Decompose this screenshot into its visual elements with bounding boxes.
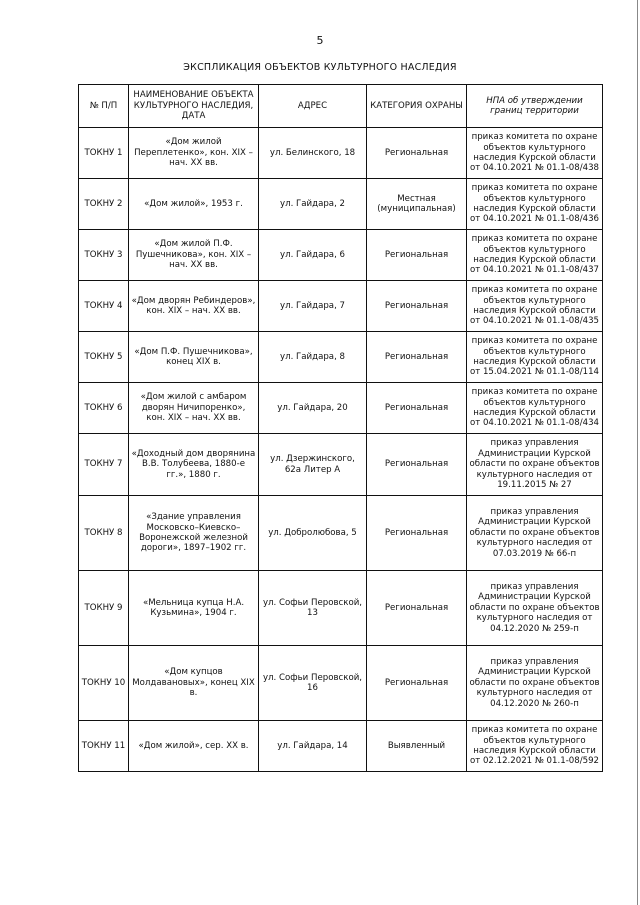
cell-name: «Дом дворян Ребиндеров», кон. XIX – нач. XX вв.: [129, 281, 259, 332]
header-category: КАТЕГОРИЯ ОХРАНЫ: [367, 85, 467, 128]
cell-npa: приказ комитета по охране объектов культурного наследия Курской области от 04.10.2021 № 01.1-08/435: [467, 281, 603, 332]
table-header-row: [79, 85, 603, 128]
cell-npa: приказ комитета по охране объектов культурного наследия Курской области от 02.12.2021 № 01.1-08/592: [467, 721, 603, 772]
cell-category: Региональная: [367, 281, 467, 332]
cell-name: «Дом жилой», сер. XX в.: [129, 721, 259, 772]
cell-address: ул. Гайдара, 7: [259, 281, 367, 332]
cell-name: «Мельница купца Н.А. Кузьмина», 1904 г.: [129, 571, 259, 646]
cell-name: «Дом жилой с амбаром дворян Ничипоренко», кон. XIX – нач. XX вв.: [129, 383, 259, 434]
cell-category: Региональная: [367, 383, 467, 434]
cell-name: «Дом П.Ф. Пушечникова», конец XIX в.: [129, 332, 259, 383]
table-row: [79, 383, 603, 434]
cell-num: ТОКНУ 5: [79, 332, 129, 383]
table-row: [79, 179, 603, 230]
cell-address: ул. Добролюбова, 5: [259, 496, 367, 571]
cell-name: «Дом жилой Переплетенко», кон. XIX – нач. XX вв.: [129, 128, 259, 179]
cell-num: ТОКНУ 7: [79, 434, 129, 496]
cell-address: ул. Гайдара, 2: [259, 179, 367, 230]
cell-num: ТОКНУ 8: [79, 496, 129, 571]
header-num: № П/П: [79, 85, 129, 128]
page-edge-line: [637, 0, 638, 905]
header-address: АДРЕС: [259, 85, 367, 128]
cell-name: «Доходный дом дворянина В.В. Толубеева, 1880-е гг.», 1880 г.: [129, 434, 259, 496]
cell-npa: приказ управления Администрации Курской области по охране объектов культурного наследия от 04.12.2020 № 260-п: [467, 646, 603, 721]
table-row: [79, 128, 603, 179]
cell-address: ул. Дзержинского, 62а Литер А: [259, 434, 367, 496]
cell-category: Региональная: [367, 571, 467, 646]
cell-name: «Дом купцов Молдавановых», конец XIX в.: [129, 646, 259, 721]
page-number: 5: [316, 34, 324, 47]
header-name: НАИМЕНОВАНИЕ ОБЪЕКТА КУЛЬТУРНОГО НАСЛЕДИЯ, ДАТА: [129, 85, 259, 128]
cell-npa: приказ комитета по охране объектов культурного наследия Курской области от 04.10.2021 № 01.1-08/434: [467, 383, 603, 434]
cell-address: ул. Гайдара, 20: [259, 383, 367, 434]
header-npa: НПА об утверждении границ территории: [467, 85, 603, 128]
cell-name: «Здание управления Московско–Киевско–Воронежской железной дороги», 1897–1902 гг.: [129, 496, 259, 571]
cell-address: ул. Гайдара, 6: [259, 230, 367, 281]
cell-npa: приказ комитета по охране объектов культурного наследия Курской области от 04.10.2021 № 01.1-08/438: [467, 128, 603, 179]
cell-category: Выявленный: [367, 721, 467, 772]
document-title: ЭКСПЛИКАЦИЯ ОБЪЕКТОВ КУЛЬТУРНОГО НАСЛЕДИЯ: [183, 62, 457, 73]
cell-num: ТОКНУ 11: [79, 721, 129, 772]
cell-category: Региональная: [367, 646, 467, 721]
cell-address: ул. Гайдара, 14: [259, 721, 367, 772]
table-row: [79, 646, 603, 721]
cell-name: «Дом жилой», 1953 г.: [129, 179, 259, 230]
cell-category: Местная (муниципальная): [367, 179, 467, 230]
cell-npa: приказ управления Администрации Курской области по охране объектов культурного наследия от 19.11.2015 № 27: [467, 434, 603, 496]
cell-category: Региональная: [367, 128, 467, 179]
cell-address: ул. Софьи Перовской, 16: [259, 646, 367, 721]
cell-num: ТОКНУ 2: [79, 179, 129, 230]
cell-npa: приказ комитета по охране объектов культурного наследия Курской области от 04.10.2021 № 01.1-08/436: [467, 179, 603, 230]
cell-npa: приказ управления Администрации Курской области по охране объектов культурного наследия от 04.12.2020 № 259-п: [467, 571, 603, 646]
cell-address: ул. Белинского, 18: [259, 128, 367, 179]
cell-num: ТОКНУ 9: [79, 571, 129, 646]
cell-num: ТОКНУ 1: [79, 128, 129, 179]
cell-npa: приказ комитета по охране объектов культурного наследия Курской области от 04.10.2021 № 01.1-08/437: [467, 230, 603, 281]
table-row: [79, 496, 603, 571]
table-row: [79, 332, 603, 383]
cell-category: Региональная: [367, 434, 467, 496]
table-row: [79, 281, 603, 332]
cell-num: ТОКНУ 10: [79, 646, 129, 721]
cell-category: Региональная: [367, 332, 467, 383]
cell-num: ТОКНУ 6: [79, 383, 129, 434]
cell-npa: приказ управления Администрации Курской области по охране объектов культурного наследия от 07.03.2019 № 66-п: [467, 496, 603, 571]
table-row: [79, 230, 603, 281]
cell-num: ТОКНУ 4: [79, 281, 129, 332]
cell-category: Региональная: [367, 496, 467, 571]
cell-address: ул. Софьи Перовской, 13: [259, 571, 367, 646]
cell-category: Региональная: [367, 230, 467, 281]
cell-npa: приказ комитета по охране объектов культурного наследия Курской области от 15.04.2021 № 01.1-08/114: [467, 332, 603, 383]
cell-num: ТОКНУ 3: [79, 230, 129, 281]
table-row: [79, 571, 603, 646]
cell-address: ул. Гайдара, 8: [259, 332, 367, 383]
table-row: [79, 434, 603, 496]
table-row: [79, 721, 603, 772]
heritage-objects-table: [78, 84, 603, 772]
cell-name: «Дом жилой П.Ф. Пушечникова», кон. XIX – нач. XX вв.: [129, 230, 259, 281]
